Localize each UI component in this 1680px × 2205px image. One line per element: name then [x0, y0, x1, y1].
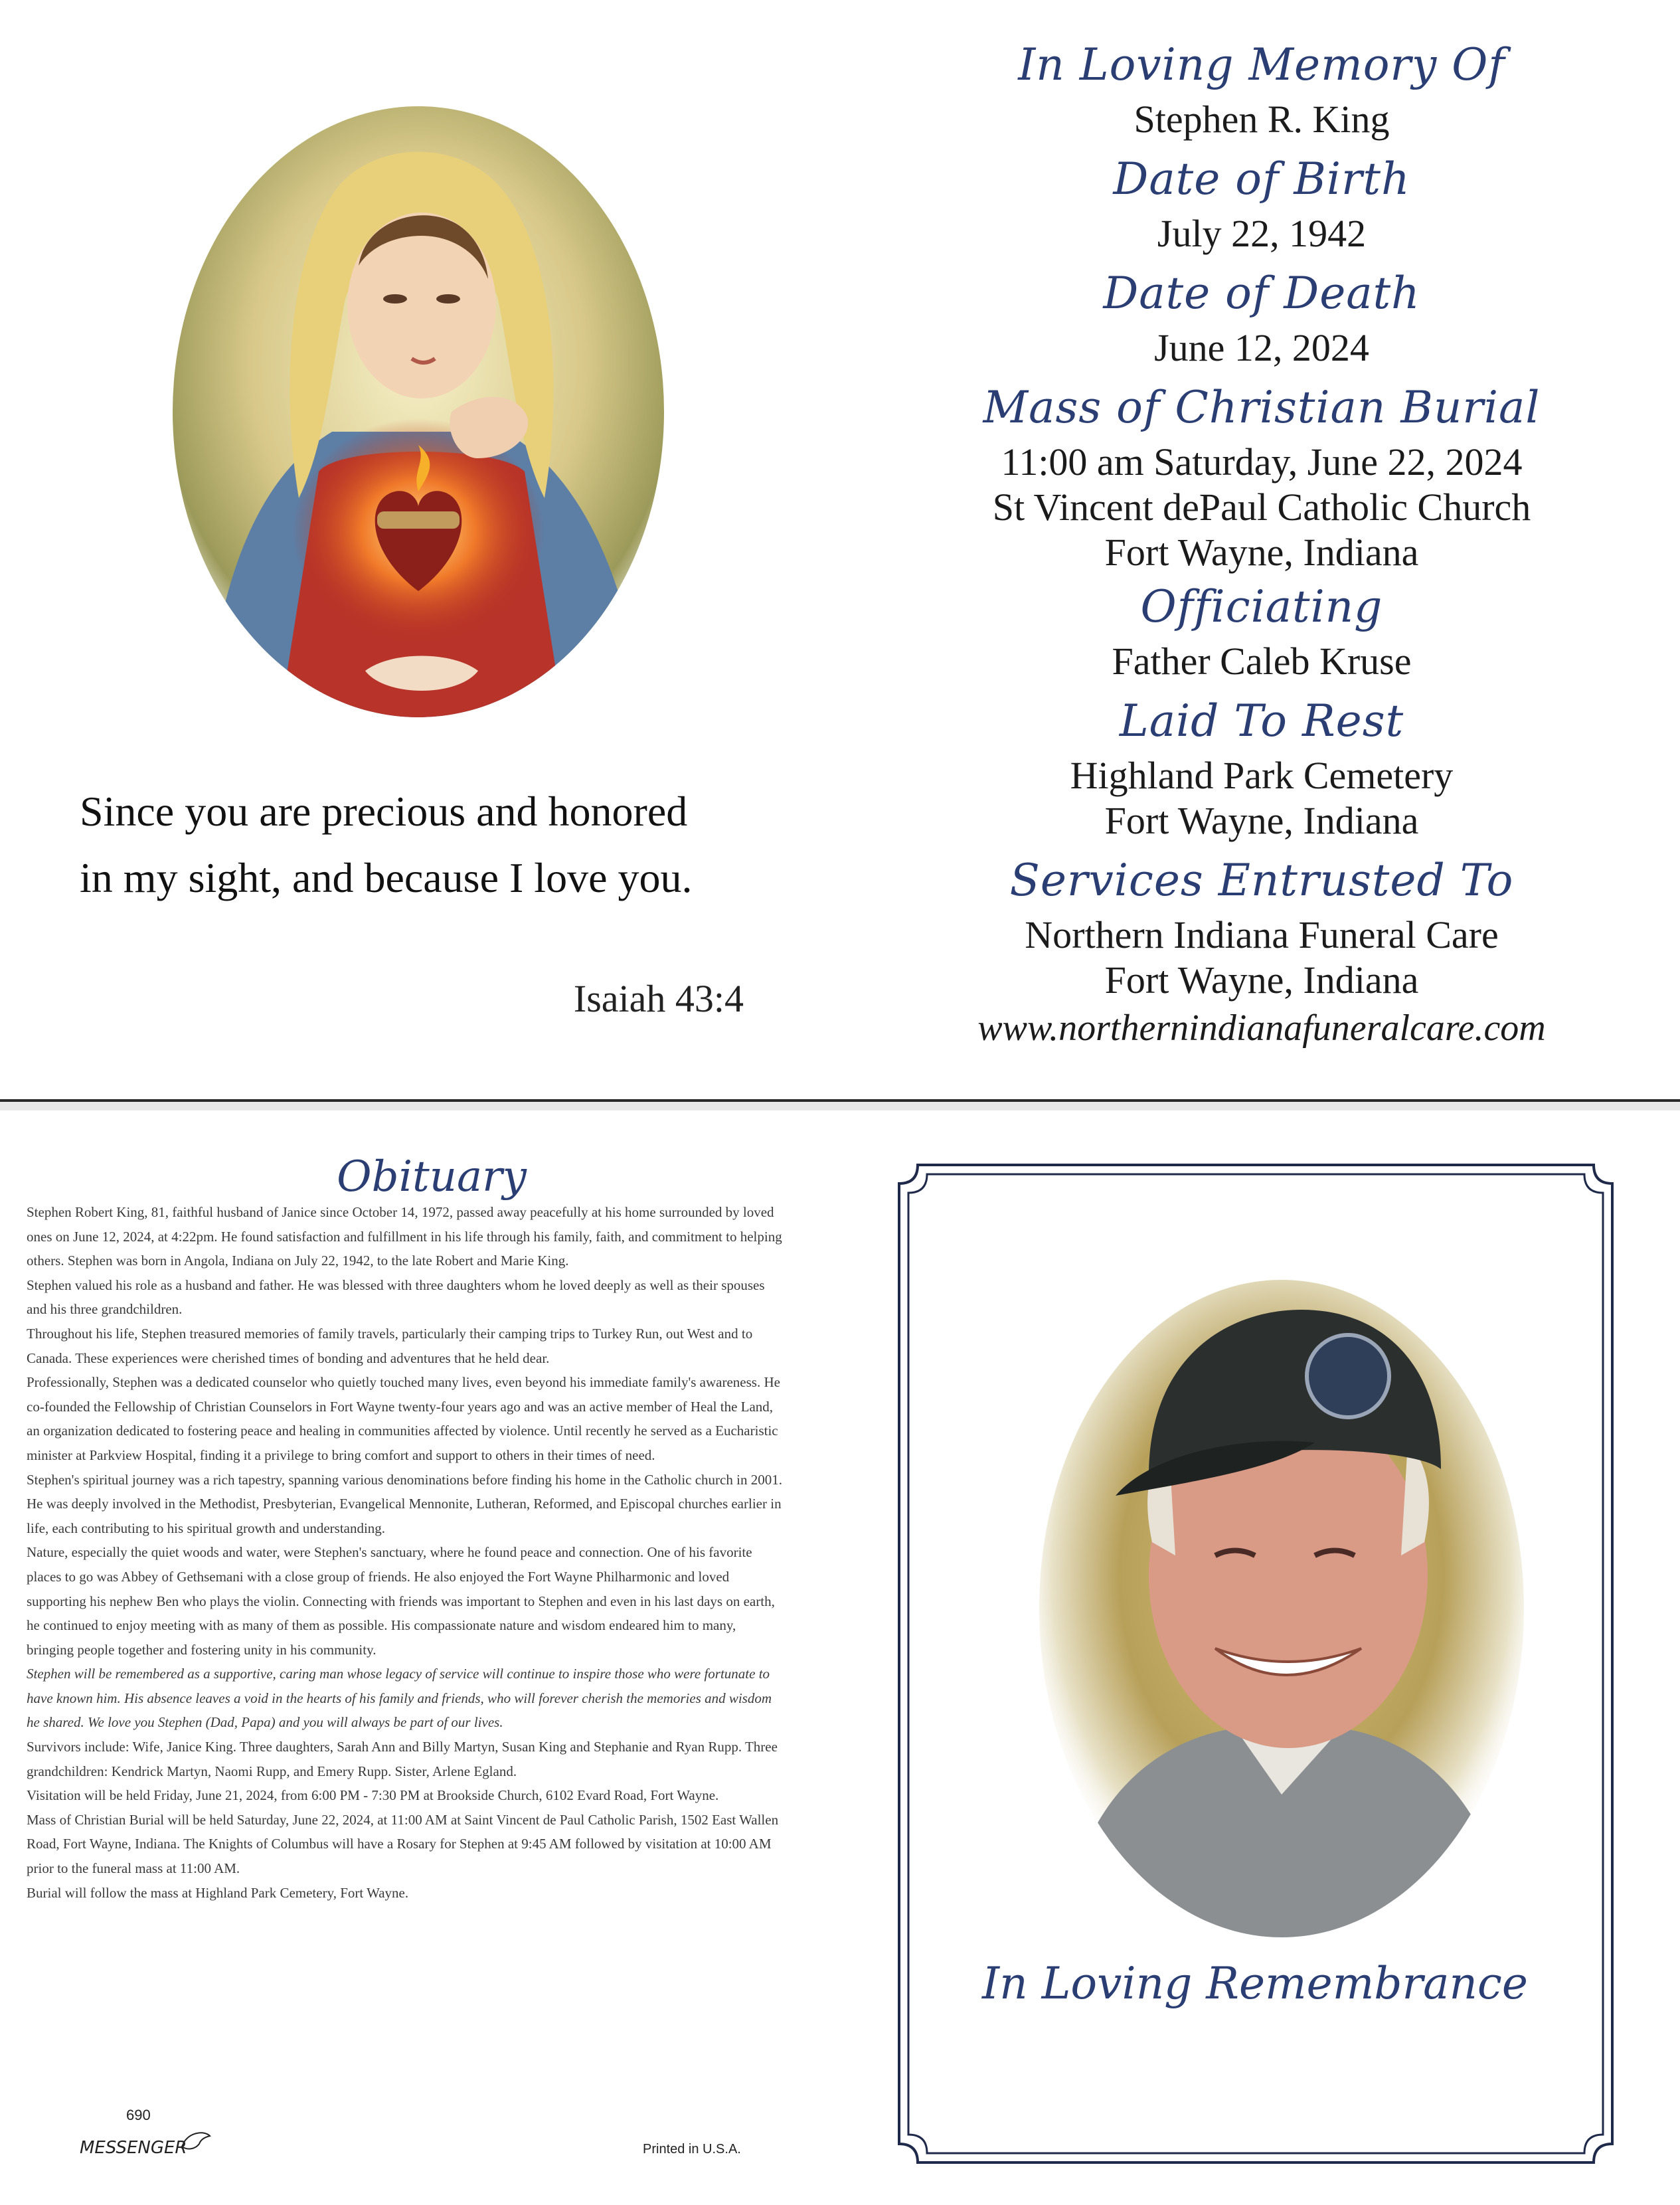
obituary-mass: Mass of Christian Burial will be held Saturday, June 22, 2024, at 11:00 AM at Saint Vincent de Paul Catholic Parish, 1502 East Wallen Road, Fort Wayne, Indiana. The Knights of Columbus will have a Rosary for Stephen at 9:45 AM followed by visitation at 10:00 AM prior to the funeral mass at 11:00 AM. [27, 1811, 779, 1877]
death-heading: Date of Death [1103, 268, 1420, 319]
obituary-title: Obituary [337, 1152, 527, 1201]
verse-reference: Isaiah 43:4 [573, 977, 744, 1020]
man-in-cap-photo-icon [1036, 1277, 1527, 1941]
virgin-mary-portrait-icon [166, 100, 671, 724]
obituary-paragraph: Stephen's spiritual journey was a rich tapestry, spanning various denominations before finding his home in the Catholic church in 2001. He was deeply involved in the Methodist, Presbyterian, Evangelical Mennonite, Lutheran, Reformed, and Episcopal churches earlier in life, each contributing to his spiritual growth and understanding. [27, 1471, 782, 1536]
funeral-home-website[interactable]: www.northernindianafuneralcare.com [977, 1008, 1546, 1049]
card-fold-divider [0, 1099, 1680, 1110]
birth-heading: Date of Birth [1113, 153, 1410, 205]
mass-church: St Vincent dePaul Catholic Church [992, 485, 1531, 529]
remembrance-title: In Loving Remembrance [982, 1958, 1528, 2009]
obituary-visitation: Visitation will be held Friday, June 21, 2024, from 6:00 PM - 7:30 PM at Brookside Church, 6102 Evard Road, Fort Wayne. [27, 1787, 719, 1804]
deceased-name: Stephen R. King [1134, 98, 1390, 141]
memory-heading: In Loving Memory Of [1018, 39, 1505, 90]
officiating-heading: Officiating [1140, 581, 1383, 632]
cemetery-name: Highland Park Cemetery [1070, 754, 1454, 797]
rest-heading: Laid To Rest [1119, 695, 1404, 747]
officiant-name: Father Caleb Kruse [1112, 640, 1412, 683]
verse-line-1: Since you are precious and honored [80, 788, 688, 835]
birth-date: July 22, 1942 [1157, 212, 1367, 255]
memorial-card-inside [0, 1110, 1680, 2205]
mass-city: Fort Wayne, Indiana [1104, 531, 1419, 574]
obituary-survivors: Survivors include: Wife, Janice King. Three daughters, Sarah Ann and Billy Martyn, Susan King and Stephanie and Ryan Rupp. Three grandchildren: Kendrick Martyn, Naomi Rupp, and Emery Rupp. Sister, Arlene Egland. [27, 1739, 778, 1779]
print-code: 690 [126, 2107, 151, 2123]
obituary-paragraph: Stephen valued his role as a husband and father. He was blessed with three daughters whom he loved deeply as well as their spouses and his three grandchildren. [27, 1277, 765, 1318]
obituary-paragraph: Professionally, Stephen was a dedicated counselor who quietly touched many lives, even beyond his immediate family's awareness. He co-founded the Fellowship of Christian Counselors in Fort Wayne twenty-four years ago and was an active member of Heal the Land, an organization dedicated to fostering peace and healing in communities affected by violence. Until recently he served as a Eucharistic minister at Parkview Hospital, finding it a privilege to bring comfort and support to others in their times of need. [27, 1374, 780, 1463]
printed-in-label: Printed in U.S.A. [643, 2142, 741, 2157]
obituary-paragraph: Nature, especially the quiet woods and water, were Stephen's sanctuary, where he found peace and connection. One of his favorite places to go was Abbey of Gethsemani with a close group of friends. He also enjoyed the Fort Wayne Philharmonic and loved supporting his nephew Ben who plays the violin. Connecting with friends was important to Stephen and even in his last days on earth, he continued to enjoy meeting with as many of them as possible. His compassionate nature and wisdom endeared him to many, bringing people together and fostering unity in his community. [27, 1544, 775, 1658]
mass-heading: Mass of Christian Burial [983, 382, 1541, 433]
service-details [877, 33, 1647, 1053]
obituary-paragraph: Stephen Robert King, 81, faithful husband of Janice since October 14, 1972, passed away peacefully at his home surrounded by loved ones on June 12, 2024, at 4:22pm. He found satisfaction and fulfillment in his life through his family, faith, and commitment to helping others. Stephen was born in Angola, Indiana on July 22, 1942, to the late Robert and Marie King. [27, 1204, 782, 1269]
bible-verse [80, 778, 764, 911]
cemetery-city: Fort Wayne, Indiana [1104, 799, 1419, 842]
mass-time: 11:00 am Saturday, June 22, 2024 [1001, 440, 1523, 484]
obituary-paragraph: Throughout his life, Stephen treasured memories of family travels, particularly their camping trips to Turkey Run, out West and to Canada. These experiences were cherished times of bonding and adventures that he held dear. [27, 1325, 753, 1366]
verse-line-2: in my sight, and because I love you. [80, 854, 693, 901]
funeral-home-name: Northern Indiana Funeral Care [1025, 913, 1499, 956]
death-date: June 12, 2024 [1154, 326, 1369, 369]
obituary-text [27, 1200, 784, 1905]
services-heading: Services Entrusted To [1009, 855, 1514, 906]
logo-wordmark: MESSENGER [80, 2138, 187, 2158]
memorial-card-front [0, 0, 1680, 1099]
messenger-dove-logo-icon [78, 2127, 218, 2160]
funeral-home-city: Fort Wayne, Indiana [1104, 958, 1419, 1002]
obituary-burial: Burial will follow the mass at Highland Park Cemetery, Fort Wayne. [27, 1884, 409, 1901]
obituary-closing: Stephen will be remembered as a supportive, caring man whose legacy of service will continue to inspire those who were fortunate to have known him. His absence leaves a void in the hearts of his family and friends, who will forever cherish the memories and wisdom he shared. We love you Stephen (Dad, Papa) and you will always be part of our lives. [27, 1666, 772, 1731]
